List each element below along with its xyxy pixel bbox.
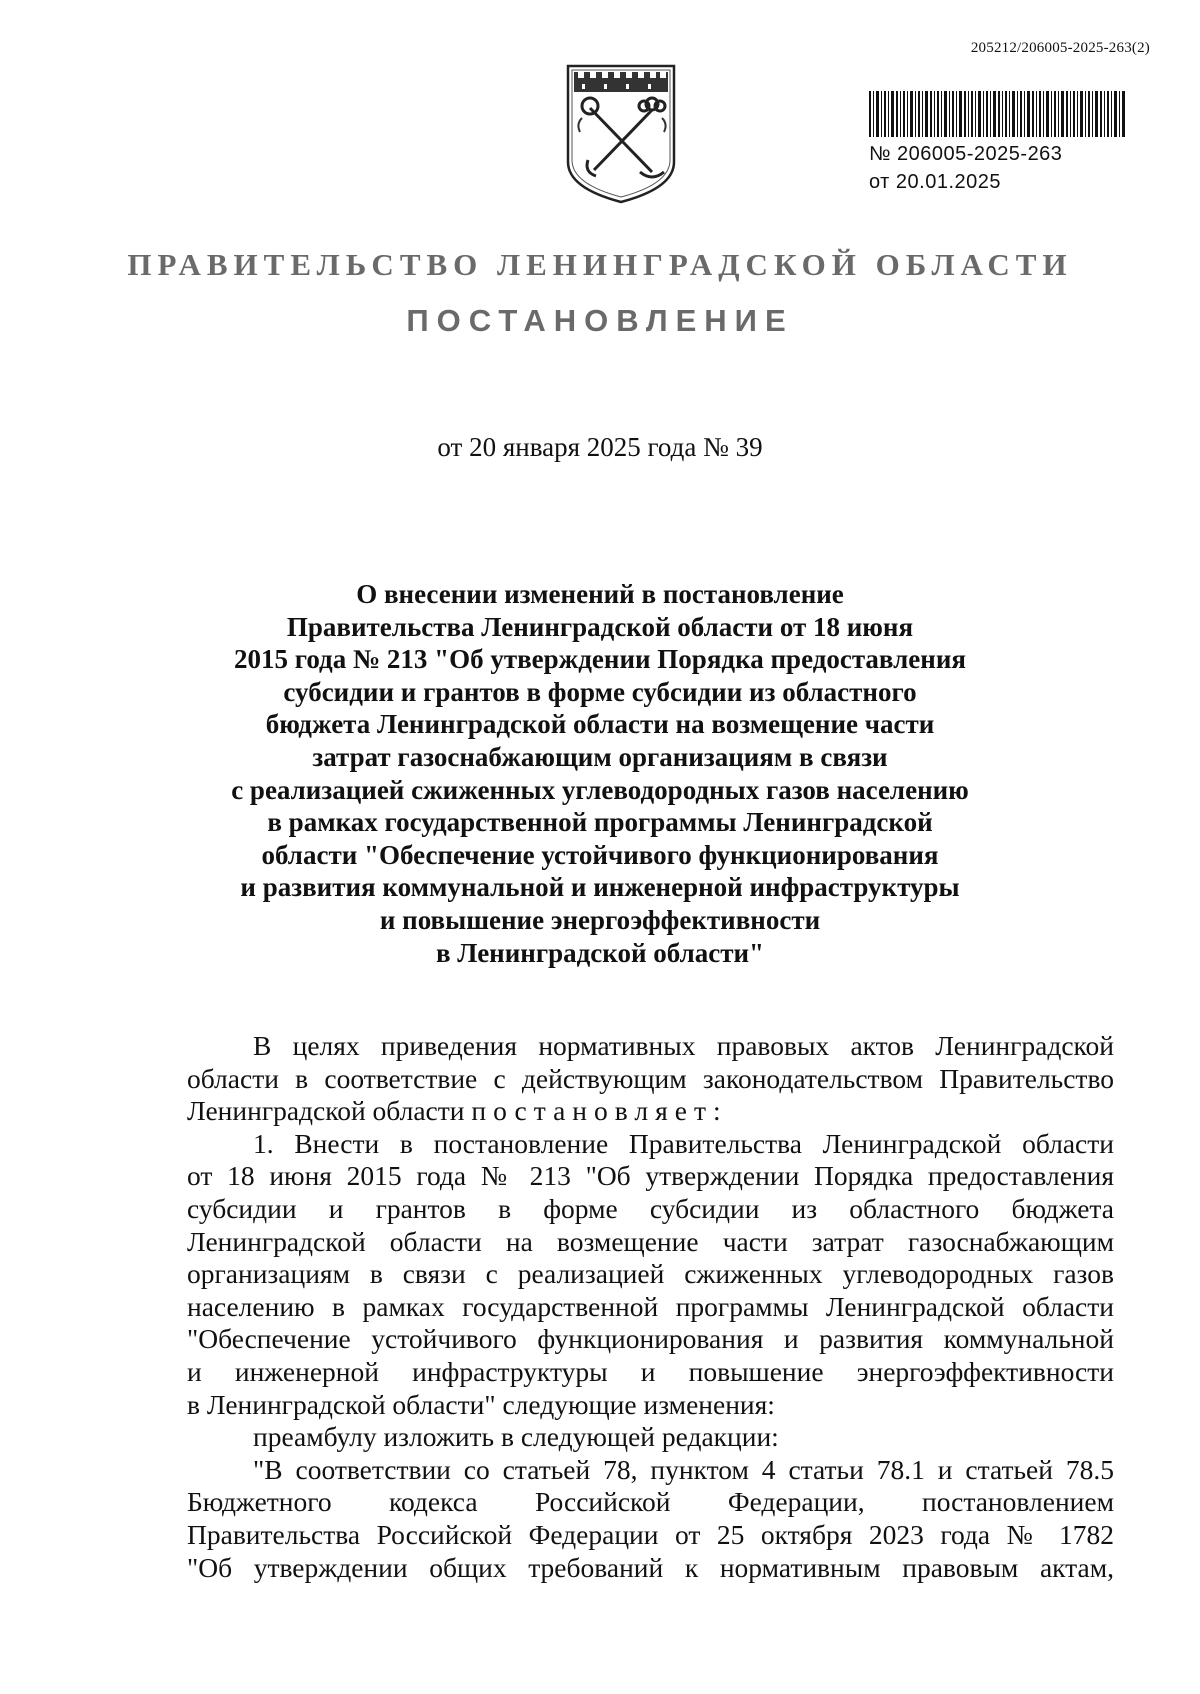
title-line: и повышение энергоэффективности — [379, 904, 821, 935]
title-line: Правительства Ленинградской области от 18 июня — [286, 611, 914, 642]
body-line: "Об утверждении общих требований к нормативным правовым актам, — [187, 1551, 1114, 1583]
title-line: затрат газоснабжающим организациям в связи — [312, 741, 888, 772]
body-line: "Обеспечение устойчивого функционирования и развития коммунальной — [187, 1323, 1114, 1355]
body-line: в Ленинградской области" следующие изменения: — [187, 1388, 775, 1420]
body-line: субсидии и грантов в форме субсидии из областного бюджета — [187, 1192, 1114, 1224]
title-line: бюджета Ленинградской области на возмещение части — [265, 709, 935, 740]
title-line: в Ленинградской области" — [435, 937, 765, 968]
title-line: О внесении изменений в постановление — [356, 579, 844, 609]
title-line: области "Обеспечение устойчивого функционирования — [261, 839, 939, 870]
government-heading: ПРАВИТЕЛЬСТВО ЛЕНИНГРАДСКОЙ ОБЛАСТИ — [127, 247, 1073, 282]
body-line: В целях приведения нормативных правовых актов Ленинградской — [253, 1030, 1114, 1061]
body-line-prefix: Ленинградской области — [187, 1095, 472, 1127]
body-line: области в соответствие с действующим законодательством Правительство — [187, 1062, 1114, 1094]
document-body — [187, 1030, 1114, 1584]
body-line: от 18 июня 2015 года № 213 "Об утверждении Порядка предоставления — [187, 1160, 1114, 1192]
coat-of-arms-icon — [560, 60, 682, 206]
registration-date: от 20.01.2025 — [869, 171, 1001, 193]
preamble-instruction: преамбулу изложить в следующей редакции: — [253, 1421, 779, 1453]
resolution-date-number: от 20 января 2025 года № 39 — [437, 432, 763, 462]
preamble-quote-paragraph — [187, 1454, 1114, 1584]
title-line: субсидии и грантов в форме субсидии из областного — [283, 676, 917, 707]
registration-number: № 206005-2025-263 — [869, 143, 1063, 165]
body-line: 1. Внести в постановление Правительства Ленинградской области — [253, 1127, 1114, 1159]
body-line — [187, 1095, 1114, 1128]
clause-1-paragraph — [187, 1128, 1114, 1421]
body-line: организациям в связи с реализацией сжиженных углеводородных газов — [187, 1258, 1114, 1290]
title-line: 2015 года № 213 "Об утверждении Порядка предоставления — [233, 644, 967, 675]
body-line: населению в рамках государственной программы Ленинградской области — [187, 1290, 1114, 1322]
title-line: и развития коммунальной и инженерной инфраструктуры — [240, 872, 960, 903]
title-line: в рамках государственной программы Ленинградской — [267, 807, 933, 838]
body-line: "В соответствии со статьей 78, пунктом 4 статьи 78.1 и статьей 78.5 — [253, 1453, 1114, 1485]
body-line: Бюджетного кодекса Российской Федерации, постановлением — [187, 1486, 1114, 1518]
body-line: Ленинградской области на возмещение части затрат газоснабжающим — [187, 1225, 1114, 1257]
document-type-heading: ПОСТАНОВЛЕНИЕ — [406, 303, 794, 338]
registration-block — [869, 91, 1129, 193]
preamble-paragraph — [187, 1030, 1114, 1128]
title-line: с реализацией сжиженных углеводородных газов населению — [231, 774, 969, 805]
resolution-title — [180, 578, 1020, 969]
decree-word: постановляет: — [471, 1095, 728, 1127]
barcode-icon — [869, 91, 1125, 137]
body-line: и инженерной инфраструктуры и повышение энергоэффективности — [187, 1355, 1114, 1387]
document-reference-number: 205212/206005-2025-263(2) — [970, 40, 1150, 56]
body-line: Правительства Российской Федерации от 25 октября 2023 года № 1782 — [187, 1518, 1114, 1550]
